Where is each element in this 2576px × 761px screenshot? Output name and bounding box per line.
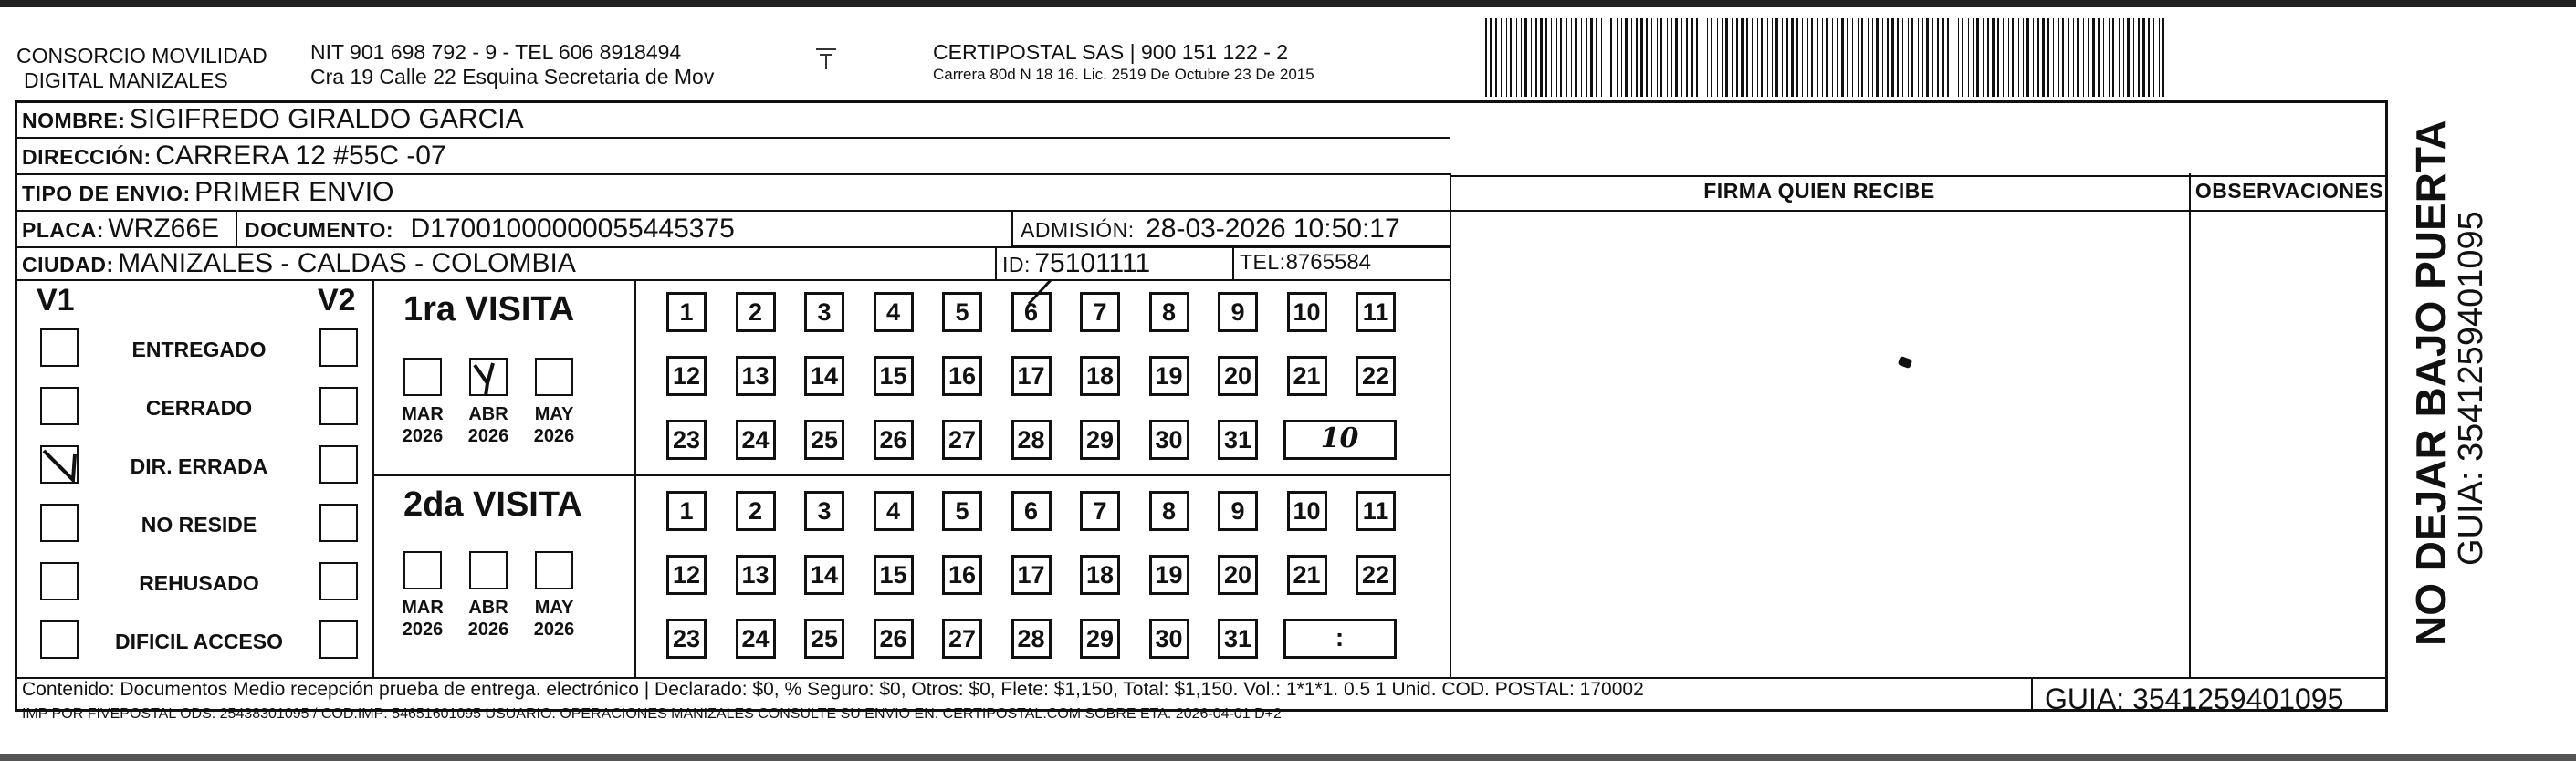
day-cell[interactable]: 31 [1218,619,1258,659]
status-label: DIR. ERRADA [130,454,268,478]
day-cell[interactable]: 11 [1356,491,1396,531]
day-cell[interactable]: 6 [1011,491,1052,531]
day-cell[interactable]: 27 [942,420,982,460]
month-checkbox[interactable] [535,551,573,589]
day-cell[interactable]: 17 [1011,555,1052,595]
v2-checkbox[interactable] [319,445,358,484]
month-label [461,597,516,641]
day-cell[interactable]: 24 [736,420,776,460]
day-cell[interactable]: 7 [1080,292,1120,332]
month-year: 2026 [402,620,444,640]
day-cell[interactable]: 10 [1287,491,1327,531]
day-cell[interactable]: 20 [1218,555,1258,595]
visit-time-box[interactable]: : [1283,619,1397,659]
day-cell[interactable]: 6 [1011,292,1052,332]
month-checkbox[interactable] [469,358,508,396]
day-cell[interactable]: 12 [666,356,707,396]
month-name: MAY [534,404,574,424]
status-label: REHUSADO [139,571,259,595]
day-cell[interactable]: 3 [804,292,844,332]
day-cell[interactable]: 22 [1356,555,1396,595]
day-cell[interactable]: 8 [1149,292,1189,332]
ciudad-field: CIUDAD: MANIZALES - CALDAS - COLOMBIA [22,248,576,278]
month-checkbox[interactable] [469,551,508,589]
month-checkbox[interactable] [403,551,442,589]
visit2-title: 2da VISITA [403,485,582,524]
day-cell[interactable]: 11 [1356,292,1396,332]
day-cell[interactable]: 19 [1149,555,1189,595]
day-cell[interactable]: 4 [874,491,914,531]
month-name: MAY [534,598,574,618]
month-year: 2026 [467,426,509,446]
footer-print-info: IMP POR FIVEPOSTAL ODS: 25438301095 / COD.IMP: 54651601095 USUARIO: OPERACIONES MANIZALES CONSULTE SU ENVIO EN: CERTIPOSTAL.COM SOBRE ETA. 2026-04-01 D+2 [22,706,1282,722]
day-cell[interactable]: 5 [942,292,982,332]
day-cell[interactable]: 9 [1218,292,1258,332]
day-cell[interactable]: 19 [1149,356,1189,396]
day-cell[interactable]: 30 [1149,420,1189,460]
scan-edge-bottom [0,754,2576,761]
day-cell[interactable]: 23 [666,619,707,659]
month-name: ABR [468,598,508,618]
status-label: ENTREGADO [131,338,267,361]
v1-checkbox[interactable] [40,562,79,600]
day-cell[interactable]: 2 [736,491,776,531]
v1-checkbox[interactable] [40,328,79,367]
company-nit: NIT 901 698 792 - 9 - TEL 606 8918494 Cra 19 Calle 22 Esquina Secretaria de Mov [310,40,715,89]
v1-checkbox[interactable] [40,504,79,542]
day-cell[interactable]: 21 [1287,555,1327,595]
month-year: 2026 [467,620,509,640]
status-label: CERRADO [145,396,253,420]
id-field: ID: 75101111 [1002,248,1151,278]
tipo-envio-row: TIPO DE ENVIO: PRIMER ENVIO [22,177,394,207]
month-label [461,403,516,447]
admision-field: ADMISIÓN: 28-03-2026 10:50:17 [1021,214,1400,244]
day-cell[interactable]: 4 [874,292,914,332]
courier-info: CERTIPOSTAL SAS | 900 151 122 - 2 Carrera 80d N 18 16. Lic. 2519 De Octubre 23 De 2015 [933,40,1314,83]
month-checkbox[interactable] [535,358,573,396]
day-cell[interactable]: 29 [1080,619,1120,659]
day-cell[interactable]: 22 [1356,356,1396,396]
day-cell[interactable]: 15 [874,356,914,396]
month-checkbox[interactable] [403,358,442,396]
nombre-row: NOMBRE: SIGIFREDO GIRALDO GARCIA [22,104,524,134]
day-cell[interactable]: 31 [1218,420,1258,460]
firma-header: FIRMA QUIEN RECIBE [1703,179,1935,203]
day-cell[interactable]: 17 [1011,356,1052,396]
day-cell[interactable]: 1 [666,491,707,531]
day-cell[interactable]: 26 [874,420,914,460]
placa-field: PLACA: WRZ66E [22,214,220,244]
observaciones-header: OBSERVACIONES [2194,179,2384,203]
day-cell[interactable]: 18 [1080,356,1120,396]
month-year: 2026 [533,426,575,446]
day-cell[interactable]: 14 [804,555,844,595]
handwritten-time: 10 [1320,422,1359,454]
month-name: MAR [402,598,444,618]
no-dejar-bajo-puerta: NO DEJAR BAJO PUERTA [2407,120,2455,646]
company-name: CONSORCIO MOVILIDAD DIGITAL MANIZALES [16,44,267,92]
day-cell[interactable]: 15 [874,555,914,595]
barcode [1483,18,2168,97]
scan-edge-top [0,0,2576,7]
day-cell[interactable]: 25 [804,619,844,659]
day-cell[interactable]: 30 [1149,619,1189,659]
status-label: NO RESIDE [141,513,257,537]
day-cell[interactable]: 7 [1080,491,1120,531]
day-cell[interactable]: 27 [942,619,982,659]
v2-checkbox[interactable] [319,504,358,542]
day-cell[interactable]: 25 [804,420,844,460]
day-cell[interactable]: 16 [942,356,982,396]
day-cell[interactable]: 20 [1218,356,1258,396]
v2-checkbox[interactable] [319,328,358,367]
v2-label: V2 [318,283,356,318]
day-cell[interactable]: 28 [1011,420,1052,460]
visit-time-box[interactable] [1283,420,1397,460]
month-name: ABR [468,404,508,424]
day-cell[interactable]: 9 [1218,491,1258,531]
v2-checkbox[interactable] [319,562,358,600]
side-guia: GUIA: 3541259401095 [2452,211,2490,566]
day-cell[interactable]: 3 [804,491,844,531]
day-cell[interactable]: 24 [736,619,776,659]
day-cell[interactable]: 13 [736,356,776,396]
day-cell[interactable]: 14 [804,356,844,396]
day-cell[interactable]: 5 [942,491,982,531]
day-cell[interactable]: 28 [1011,619,1052,659]
direccion-row: DIRECCIÓN: CARRERA 12 #55C -07 [22,141,446,171]
month-label [395,597,450,641]
day-cell[interactable]: 16 [942,555,982,595]
day-cell[interactable]: 2 [736,292,776,332]
v2-checkbox[interactable] [319,620,358,659]
day-cell[interactable]: 29 [1080,420,1120,460]
visit1-title: 1ra VISITA [403,290,575,328]
day-cell[interactable]: 21 [1287,356,1327,396]
day-cell[interactable]: 13 [736,555,776,595]
v1-label: V1 [37,283,75,318]
day-cell[interactable]: 1 [666,292,707,332]
documento-field: DOCUMENTO: D17001000000055445375 [245,214,735,244]
month-label [527,403,581,447]
day-cell[interactable]: 18 [1080,555,1120,595]
day-cell[interactable]: 10 [1287,292,1327,332]
v1-checkbox[interactable] [40,620,79,659]
status-label: DIFICIL ACCESO [114,630,283,653]
v1-checkbox[interactable] [40,387,79,425]
footer-content: Contenido: Documentos Medio recepción prueba de entrega. electrónico | Declarado: $0, % Seguro: $0, Otros: $0, Flete: $1,150, Total: $1,150. Vol.: 1*1*1. 0.5 1 Unid. COD. POSTAL: 170002 [22,679,1644,700]
v1-checkbox[interactable] [40,445,79,484]
month-name: MAR [402,404,444,424]
day-cell[interactable]: 12 [666,555,707,595]
day-cell[interactable]: 26 [874,619,914,659]
tel-field: TEL:8765584 [1240,250,1372,275]
day-cell[interactable]: 23 [666,420,707,460]
footer-guia: GUIA: 3541259401095 [2045,683,2344,715]
month-year: 2026 [402,426,444,446]
month-year: 2026 [533,620,575,640]
day-cell[interactable]: 8 [1149,491,1189,531]
month-label [395,403,450,447]
courier-logo-icon [812,40,840,77]
v2-checkbox[interactable] [319,387,358,425]
month-label [527,597,581,641]
